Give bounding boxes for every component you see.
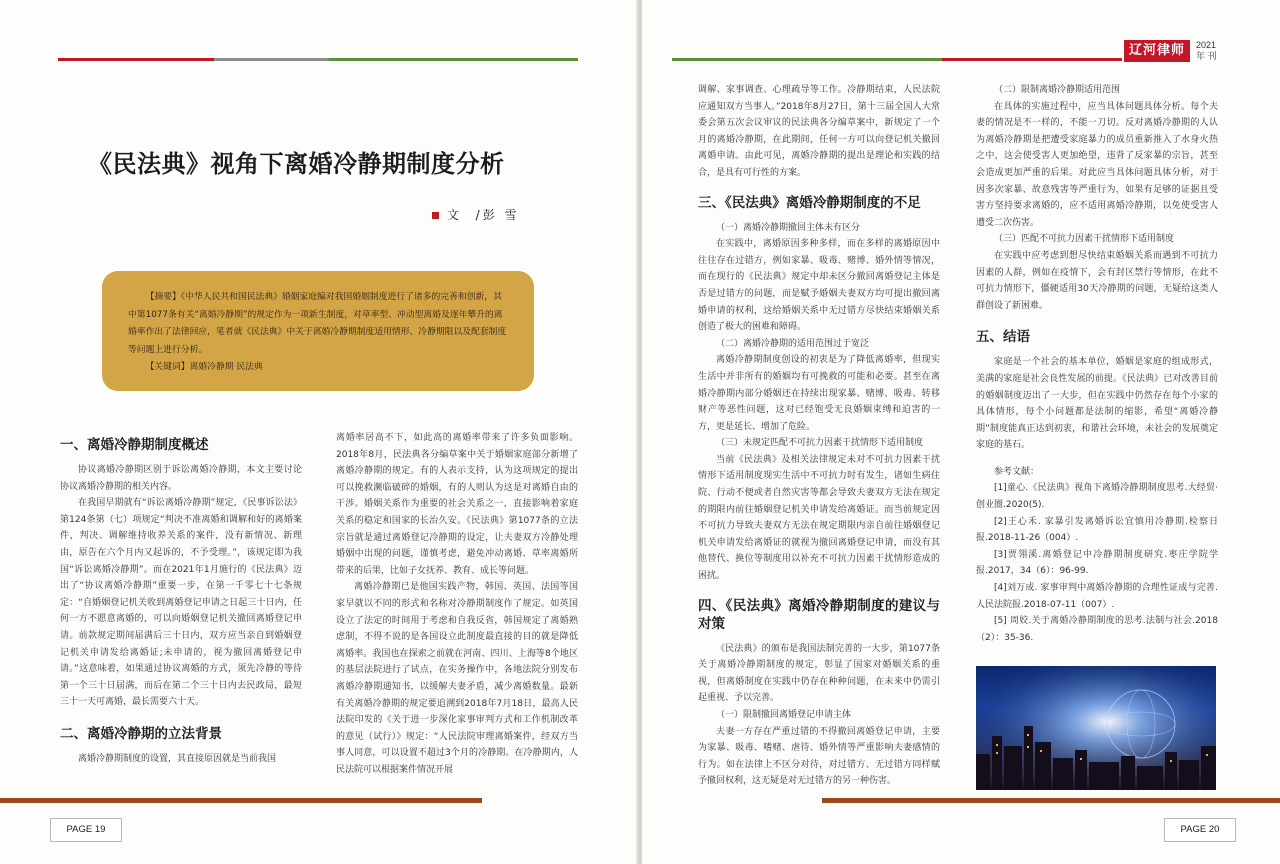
abstract-text: 【摘要】《中华人民共和国民法典》婚姻家庭编对我国婚姻制度进行了诸多的完善和创新，其中第1077条有关“离婚冷静期”的规定作为一项新生制度，对草率型、冲动型离婚及逐年攀升的离婚率作出了法律回应，笔者就《民法典》中关于离婚冷静期制度适用情形、冷静期限以及配套制度等问题上进行分析。 bbox=[128, 292, 507, 355]
subheading: （一）离婚冷静期撤回主体未有区分 bbox=[716, 222, 861, 233]
paragraph: 在我国早期就有“诉讼离婚冷静期”规定，《民事诉讼法》第124条第（七）项规定“判决不准离婚和调解和好的离婚案件，判决、调解维持收养关系的案件，没有新情况、新理由，原告在六个月内又起诉的，不予受理。”，该规定即为我国“诉讼离婚冷静期”。而在2021年1月施行的《民法典》迈出了“协议离婚冷静期”重要一步，在第一千零七十七条规定：“自婚姻登记机关收到离婚登记申请之日起三十日内，任何一方不愿意离婚的，可以向婚姻登记机关撤回离婚登记申请。前款规定期间届满后三十日内，双方应当亲自到婚姻登记机关申请发给离婚证;未申请的，视为撤回离婚登记申请。”这意味着，如果通过协议离婚的方式，须先冷静的等待第一个三十日届满，而后在第二个三十日内去民政局，最短三十一天可离婚，最长需要六十天。 bbox=[60, 498, 302, 708]
column-1 bbox=[60, 428, 302, 768]
paragraph: 离婚冷静期已是他国实践产物，韩国、英国、法国等国家早就以不同的形式和名称对冷静期制度作了规定。如英国设立了法定的时间用于考虑和自我反省，韩国规定了离婚熟虑制，不得不说的是各国设立此制度最直接的目的就是降低离婚率。我国也在探索之前就在河南、四川、上海等8个地区的基层法院进行了试点，在实务操作中，各地法院分别发布离婚冷静期通知书，以缓解夫妻矛盾，减少离婚数量。最新有关离婚冷静期的规定要追溯到2018年7月18日，最高人民法院印发的《关于进一步深化家事审判方式和工作机制改革的意见（试行）》规定：“人民法院审理离婚案件，经双方当事人同意，可以设置不超过3个月的冷静期。在冷静期内，人民法院可以根据案件情况开展 bbox=[336, 582, 578, 775]
issue-year bbox=[1196, 40, 1217, 62]
reference-item: [3]贾翎溪.离婚登记中冷静期制度研究.枣庄学院学报.2017，34（6）：96-99. bbox=[976, 549, 1218, 577]
paragraph: 协议离婚冷静期区别于诉讼离婚冷静期，本文主要讨论协议离婚冷静期的相关内容。 bbox=[60, 465, 302, 492]
references-list bbox=[976, 480, 1218, 646]
paragraph: 在具体的实施过程中，应当具体问题具体分析。每个夫妻的情况是不一样的，不能一刀切。反对离婚冷静期的人认为离婚冷静期是把遭受家庭暴力的成员重新推入了水身火热之中，这会使受害人更加绝望，违背了反家暴的宗旨，甚至会造成更加严重的后果。对此应当具体问题具体分析，对于因多次家暴、故意残害等严重行为，如果有足够的证据且受害方坚持要求离婚的，应不适用离婚冷静期，以免使受害人遭受二次伤害。 bbox=[976, 101, 1218, 228]
paragraph: 离婚冷静期制度创设的初衷是为了降低离婚率，但现实生活中并非所有的婚姻均有可挽救的可能和必要。甚至在离婚冷静期内部分婚姻还在持续出现家暴、赌博、吸毒、转移财产等恶性问题，这对已经饱受无良婚姻束缚和迫害的一方，更是延长、增加了危险。 bbox=[698, 355, 940, 432]
paragraph: 家庭是一个社会的基本单位，婚姻是家庭的组成形式，美满的家庭是社会良性发展的前提。《民法典》已对改善目前的婚姻制度迈出了一大步，但在实践中仍然存在每个小家的具体情形，每个小问题都是法制的缩影，希望“离婚冷静期”制度能真正达到初衷，和谐社会环境，未社会的发展奠定家庭的基石。 bbox=[976, 357, 1218, 451]
author-prefix: 文 bbox=[447, 208, 463, 222]
paragraph: 离婚率居高不下，如此高的离婚率带来了许多负面影响。2018年8月，民法典各分编草案中关于婚姻家庭部分新增了离婚冷静期的规定。有的人表示支持，认为这项规定的提出可以挽救濒临破碎的婚姻，有的人则认为这是对离婚自由的干涉。婚姻关系作为重要的社会关系之一，直接影响着家庭关系的稳定和国家的长治久安。《民法典》第1077条的立法宗旨就是通过离婚登记冷静期的设定，让夫妻双方冷静处理婚姻中出现的问题，谨慎考虑，避免冲动离婚、草率离婚所带来的后果，比如子女抚养、教育、成长等问题。 bbox=[336, 433, 578, 576]
reference-item: [2]王心禾. 家暴引发离婚诉讼宜慎用冷静期.检察日报.2018-11-26（004）. bbox=[976, 516, 1218, 544]
paragraph: 离婚冷静期制度的设置，其直接原因就是当前我国 bbox=[78, 753, 277, 764]
column-2 bbox=[336, 430, 578, 778]
paragraph: 当前《民法典》及相关法律规定未对不可抗力因素干扰情形下适用制度现实生活中不可抗力时有发生，诸如生病住院、行动不便或者自然灾害等都会导致夫妻双方无法在规定的期限内前往婚姻登记机关申请发给离婚证。而当前规定因不可抗力导致夫妻双方无法在规定期限内亲自前往婚姻登记机关申请发给离婚证的就视为撤回离婚登记申请，而没有其他替代、换位等制度用以补充不可抗力因素干扰情形造成的困扰。 bbox=[698, 454, 940, 582]
section-heading-1: 一、离婚冷静期制度概述 bbox=[60, 437, 209, 453]
page-number-right: PAGE 20 bbox=[1164, 818, 1236, 842]
photo-illustration bbox=[976, 666, 1216, 790]
bottom-bar-right bbox=[822, 798, 1280, 803]
city-globe-photo bbox=[976, 666, 1216, 790]
top-bar-right bbox=[672, 58, 1122, 61]
abstract-box bbox=[102, 271, 534, 391]
top-bar-left bbox=[58, 58, 578, 61]
paragraph: 夫妻一方存在严重过错的不得撤回离婚登记申请，主要为家暴、吸毒、嗜赌、虐待、婚外情等严重影响夫妻感情的行为。如在法律上不区分对待，对过错方、无过错方同样赋予撤回权利，这无疑是对无过错方的另一种伤害。 bbox=[698, 726, 940, 787]
page-number-left: PAGE 19 bbox=[50, 818, 122, 842]
reference-item: [1]童心.《民法典》视角下离婚冷静期制度思考.大经贸·创业圈.2020(5). bbox=[976, 483, 1218, 511]
section-heading-4: 四、《民法典》离婚冷静期制度的建议与对策 bbox=[698, 597, 940, 632]
column-4 bbox=[976, 82, 1218, 646]
author-line bbox=[432, 206, 520, 223]
reference-item: [5] 周姣.关于离婚冷静期制度的思考.法制与社会.2018（2）：35-36. bbox=[976, 616, 1218, 643]
section-heading-3: 三、《民法典》离婚冷静期制度的不足 bbox=[698, 194, 921, 211]
subheading: （二）限制离婚冷静期适用范围 bbox=[994, 85, 1121, 95]
abstract-keywords: 【关键词】离婚冷静期 民法典 bbox=[145, 362, 263, 372]
section-heading-5: 五、结语 bbox=[976, 329, 1030, 346]
subheading: （一）限制撤回离婚登记申请主体 bbox=[716, 710, 852, 720]
paragraph: 《民法典》的颁布是我国法制完善的一大步，第1077条关于离婚冷静期制度的规定，彰显了国家对婚姻关系的重视，但离婚制度在实践中仍存在种种问题，在未来中仍需引起重视、予以完善。 bbox=[698, 643, 940, 704]
subheading: （二）离婚冷静期的适用范围过于宽泛 bbox=[716, 338, 870, 349]
magazine-logo: 辽河律师 bbox=[1124, 40, 1190, 62]
subheading: （三）未规定匹配不可抗力因素干扰情形下适用制度 bbox=[716, 438, 924, 449]
column-3 bbox=[698, 82, 940, 790]
paragraph: 在实践中应考虑到想尽快结束婚姻关系而遇到不可抗力因素的人群，例如在疫情下，会有封区禁行等情形，在此不可抗力情形下，僵硬适用30天冷静期的问题，无疑给这类人群创设了新困难。 bbox=[976, 250, 1218, 311]
red-square-icon bbox=[432, 212, 439, 219]
section-heading-2: 二、离婚冷静期的立法背景 bbox=[60, 725, 222, 742]
subheading: （三）匹配不可抗力因素干扰情形下适用制度 bbox=[994, 234, 1175, 245]
left-page bbox=[0, 0, 638, 864]
issue-label: 年 刊 bbox=[1196, 51, 1217, 61]
paragraph: 调解、家事调查、心理疏导等工作。冷静期结束，人民法院应通知双方当事人。”2018年8月27日，第十三届全国人大常委会第五次会议审议的民法典各分编草案中，新规定了一个月的离婚冷静期，在此期间，任何一方可以向登记机关撤回离婚申请。由此可见，离婚冷静期的提出是理论和实践的结合，是具有可行性的方案。 bbox=[698, 85, 940, 178]
reference-item: [4]刘万成. 家事审判中离婚冷静期的合理性证成与完善.人民法院报.2018-07-11（007）. bbox=[976, 583, 1218, 610]
references-title: 参考文献： bbox=[994, 466, 1040, 477]
right-page bbox=[642, 0, 1280, 864]
paragraph: 在实践中，离婚原因多种多样，而在多样的离婚原因中往往存在过错方，例如家暴、吸毒、赌博、婚外情等情况，而在现行的《民法典》规定中却未区分撤回离婚登记主体是否是过错方的问题，而是赋予婚姻夫妻双方均可提出撤回离婚申请的权利，这给婚姻关系中无过错方尽快结束婚姻关系创造了极大的困难和障碍。 bbox=[698, 239, 940, 333]
year-text: 2021 bbox=[1196, 40, 1217, 50]
bottom-bar-left bbox=[0, 798, 482, 803]
author-name: /彭 雪 bbox=[475, 208, 520, 222]
article-title: 《民法典》视角下离婚冷静期制度分析 bbox=[88, 150, 505, 178]
